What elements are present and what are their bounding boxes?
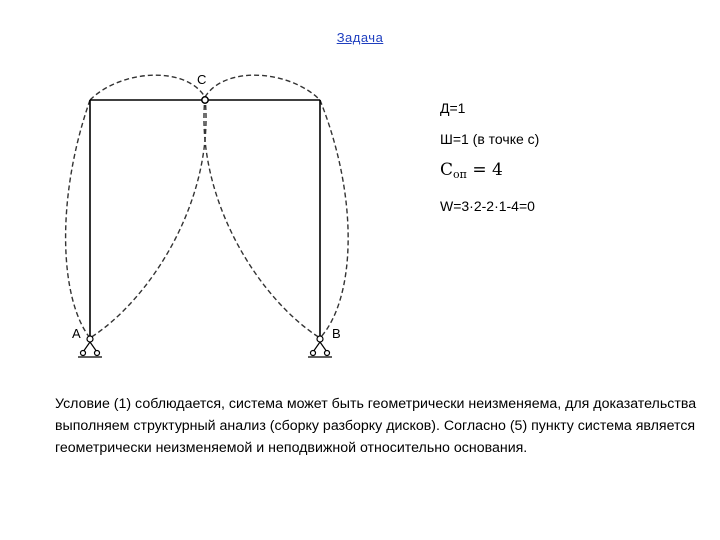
label-hinge-c: С (197, 72, 207, 87)
degrees-of-freedom: W=3·2-2·1-4=0 (440, 198, 535, 214)
support-b (308, 336, 332, 357)
hinges-count: Ш=1 (в точке с) (440, 131, 540, 147)
supports-subscript: оп (453, 168, 467, 181)
label-support-a: А (72, 326, 81, 341)
left-disc-arc-outer (66, 100, 90, 338)
conclusion-text: Условие (1) соблюдается, система может быть геометрически неизменяема, для доказательства выполняем структурный анализ (сборку разборку дисков). Согласно (5) пункту система является геометрически неизменяемой и неподвижной относительно основания. (55, 396, 697, 456)
page-title: Задача (336, 30, 384, 45)
right-disc-arc-outer (320, 100, 348, 338)
right-disc-arc-inner (90, 97, 206, 338)
label-support-b: В (332, 326, 341, 341)
left-disc-arc-top (90, 75, 205, 100)
right-disc-arc-top (205, 75, 320, 100)
hinge-c (202, 97, 208, 103)
left-disc-arc-inner (204, 97, 320, 338)
supports-count (440, 160, 503, 181)
discs-count: Д=1 (440, 100, 466, 116)
supports-value: = 4 (466, 160, 503, 180)
support-a (78, 336, 102, 357)
supports-symbol: С (440, 160, 454, 180)
